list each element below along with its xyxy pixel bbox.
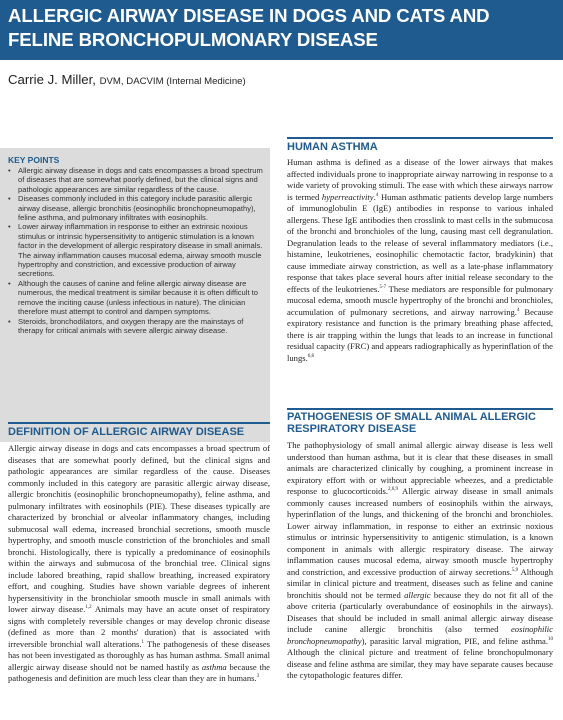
section-rule — [287, 408, 553, 410]
key-points-list — [8, 166, 264, 335]
article-title: ALLERGIC AIRWAY DISEASE IN DOGS AND CATS AND FELINE BRONCHOPULMONARY DISEASE — [8, 5, 490, 50]
key-point-item: • Although the causes of canine and feline allergic airway disease are numerous, the medical treatment is similar because it is often difficult to remove the inciting cause (unless infectious in nature). The clinician therefore must attempt to control and dampen symptoms. — [8, 279, 264, 317]
author-degrees: DVM, DACVIM (Internal Medicine) — [99, 76, 246, 87]
section-title-definition: DEFINITION OF ALLERGIC AIRWAY DISEASE — [8, 426, 245, 438]
key-point-item: • Diseases commonly included in this category include parasitic allergic airway disease, allergic bronchitis (eosinophilic bronchopneumopathy), feline asthma, and pulmonary infiltrates with eosinophils. — [8, 194, 264, 222]
definition-body: Allergic airway disease in dogs and cats encompasses a broad spectrum of diseases that are somewhat poorly defined, but the clinical signs and pathologic appearances are similar regardless of the cause. Diseases commonly included in this category are parasitic allergic airway disease, allergic bronchitis (eosinophilic bronchopneumopathy), feline asthma, and pulmonary infiltrates with eosinophils (PIE). These diseases typically are characterized by bronchial or alveolar inflammatory changes, including submucosal wall edema, increased bronchial secretions, smooth muscle hypertrophy, and smooth muscle constriction of the bronchioles and small bronchi. Histologically, there is typically a predominance of eosinophils within the airways and submucosa of the bronchial tree. Clinical signs include labored breathing, rapid shallow breathing, increased expiratory effort, and coughing. Studies have shown variable degrees of inherent hypersensitivity in the bronchiolar smooth muscle in small animals with lower airway disease.$^{1,2}$ Animals may have an acute onset of respiratory signs with completely reversible changes or may develop chronic disease (defined as more than 2 months' duration) that is associated with irreversible bronchial wall alterations.$^1$ The pathogenesis of these diseases has not been investigated as thoroughly as has human asthma. Small animal allergic airway disease should not be named hastily as asthma because the pathogenesis and definition are much less clear than they are in humans.$^3$ — [8, 443, 270, 683]
key-points-heading: KEY POINTS — [8, 155, 60, 165]
section-title-pathogenesis: PATHOGENESIS OF SMALL ANIMAL ALLERGIC RESPIRATORY DISEASE — [287, 411, 536, 435]
key-point-item: • Allergic airway disease in dogs and cats encompasses a broad spectrum of diseases that are somewhat poorly defined, but the clinical signs and pathologic appearances are similar regardless of the cause. — [8, 166, 264, 194]
section-rule — [8, 422, 270, 424]
pathogenesis-body: The pathophysiology of small animal allergic airway disease is less well understood than human asthma, but it is clear that these diseases in small animals are characterized clinically by coughing, a prominent increase in expiratory effort with or without appreciable wheezes, and a predictable response to glucocorticoids.$^{2,6,9}$ Allergic airway disease in small animals commonly causes increased numbers of eosinophils within the airways, hyperinflation of the lungs, and thickening of the bronchi and bronchioles. Lower airway inflammation, in response to either an extrinsic noxious stimulus or intrinsic hypersensitivity to antigenic stimulation, is a known component in animals with allergic respiratory disease. The airway inflammation causes mucosal edema, airway smooth muscle hypertrophy and constriction, and excessive production of airway secretions.$^{5,9}$ Although similar in clinical picture and treatment, diseases such as feline and canine bronchitis should not be termed allergic because they do not fit all of the above criteria (particularly overabundance of eosinophils in the airways). Diseases that should be included in small animal allergic airway disease include canine allergic bronchitis (also termed eosinophilic bronchopneumopathy), parasitic larval migration, PIE, and feline asthma.$^{10}$ Although the clinical picture and treatment of feline bronchopulmonary disease and feline asthma are similar, they may have separate causes because the cytopathologic features differ. — [287, 440, 553, 680]
author-line — [8, 72, 246, 87]
key-point-item: • Steroids, bronchodilators, and oxygen therapy are the mainstays of therapy for critical animals with severe allergic airway disease. — [8, 317, 264, 336]
title-banner — [0, 0, 563, 60]
author-name: Carrie J. Miller, — [8, 72, 96, 87]
section-title-human-asthma: HUMAN ASTHMA — [287, 141, 378, 153]
human-asthma-body: Human asthma is defined as a disease of the lower airways that makes affected individuals prone to inappropriate airway narrowing in response to a wide variety of provoking stimuli. The ease with which these airways narrow is termed hyperreactivity.$^4$ Human asthmatic patients develop large numbers of immunoglobulin E (IgE) antibodies in response to various inhaled allergens. These IgE antibodies then crosslink to mast cells in the submucosa of the bronchi and bronchioles of the lung, causing mast cell degranulation. Degranulation leads to the release of several inflammatory mediators (i.e., histamine, leukotrienes, eosinophilic chemotactic factor, bradykinin) that cause immediate airway constriction, as well as a late-phase inflammatory response that takes place several hours after initial release secondary to the effects of the leukotrienes.$^{5-7}$ These mediators are responsible for pulmonary mucosal edema, smooth muscle hypertrophy of the bronchi and bronchioles, accumulation of pulmonary secretions, and airway narrowing.$^4$ Because expiratory resistance and function is the primary breathing phase affected, there is air trapping within the lungs that leads to an increase in functional residual capacity (FRC) and appears radiographically as hyperinflation of the lungs.$^{6,8}$ — [287, 157, 554, 363]
key-point-item: • Lower airway inflammation in response to either an extrinsic noxious stimulus or intrinsic hypersensitivity to antigenic stimulation is a known factor in the development of allergic respiratory disease in small animals. The airway inflammation causes mucosal edema, airway smooth muscle hypertrophy and constriction, and excessive production of airway secretions. — [8, 222, 264, 278]
section-rule — [287, 137, 553, 139]
